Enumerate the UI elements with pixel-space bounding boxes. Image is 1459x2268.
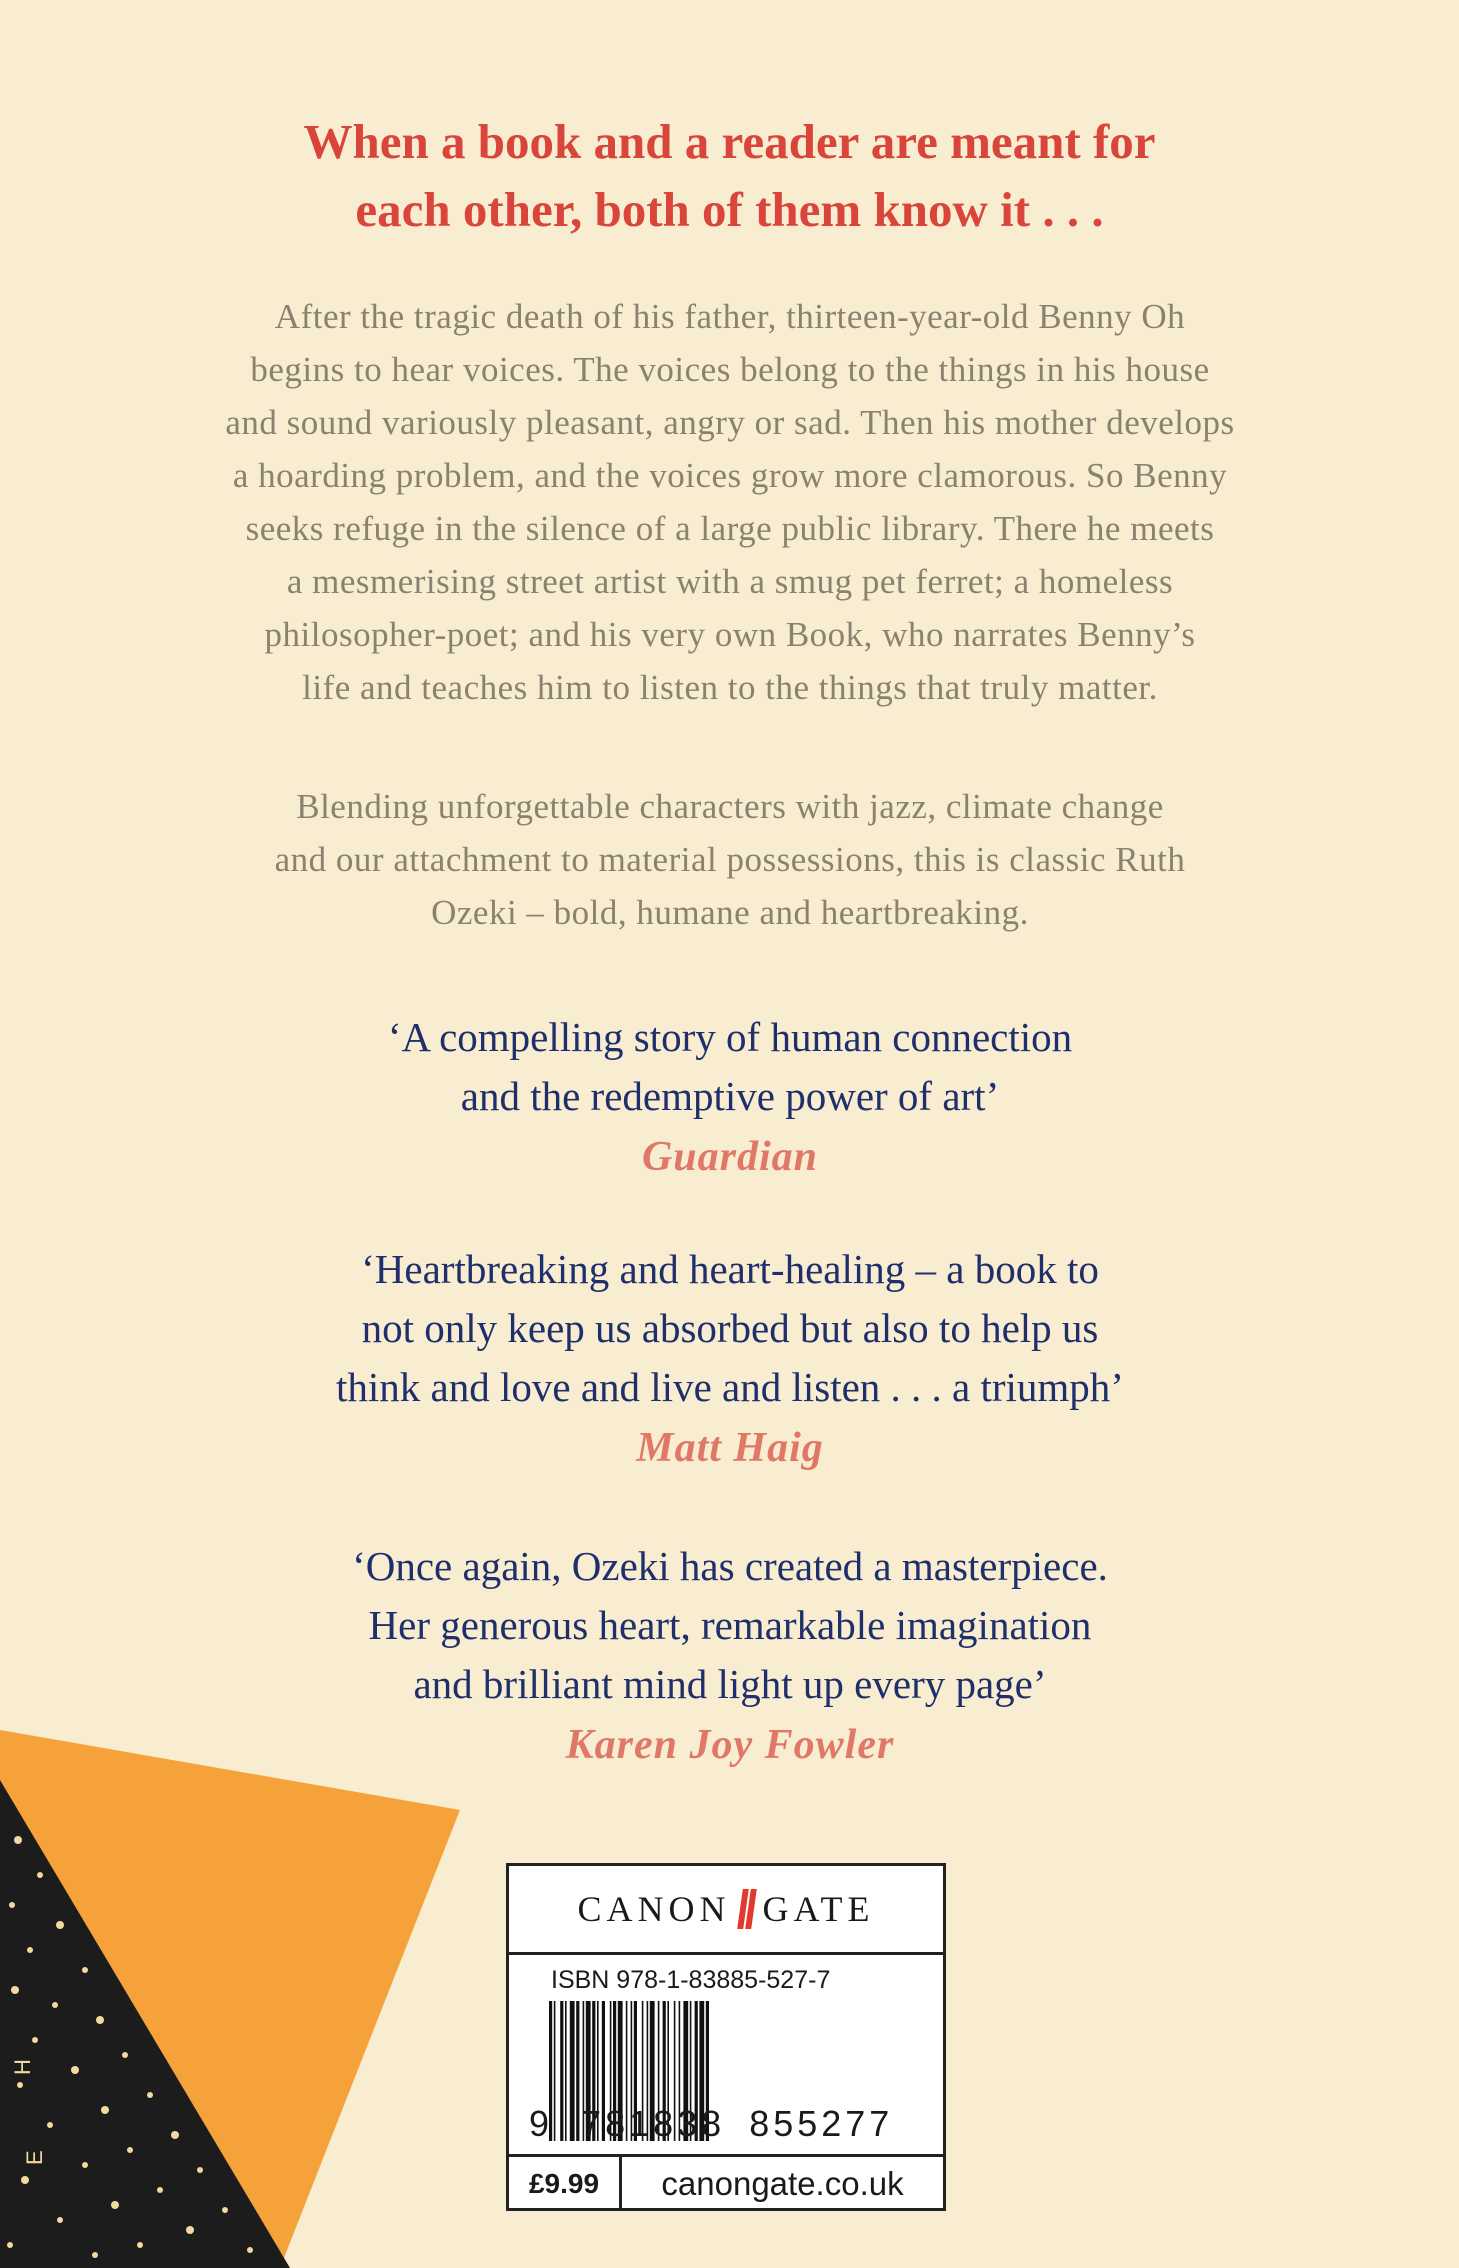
blurb-line: and our attachment to material possessions, this is classic Ruth: [274, 840, 1186, 879]
tagline-line: each other, both of them know it . . .: [355, 182, 1104, 237]
ean-first-digit: 9: [529, 2103, 554, 2144]
blurb-line: seeks refuge in the silence of a large public library. There he meets: [245, 509, 1215, 548]
quote-attribution: Guardian: [641, 1134, 819, 1180]
isbn-number: ISBN 978-1-83885-527-7: [551, 1966, 831, 1994]
quote-line: and brilliant mind light up every page’: [413, 1661, 1047, 1707]
quote-line: and the redemptive power of art’: [460, 1073, 1000, 1119]
blurb-line: a hoarding problem, and the voices grow more clamorous. So Benny: [232, 456, 1228, 495]
quote-line: ‘Once again, Ozeki has created a masterpiece.: [352, 1543, 1108, 1589]
blurb-line: After the tragic death of his father, thirteen-year-old Benny Oh: [274, 297, 1186, 336]
review-quote: [100, 1008, 1360, 1188]
corner-letter: H: [10, 2059, 35, 2075]
price-row: [509, 2154, 943, 2211]
quote-line: ‘Heartbreaking and heart-healing – a book to: [361, 1246, 1099, 1292]
quote-line: Her generous heart, remarkable imagination: [368, 1602, 1092, 1648]
blurb-line: begins to hear voices. The voices belong to the things in his house: [250, 350, 1210, 389]
quote-line: not only keep us absorbed but also to help us: [361, 1305, 1099, 1351]
publisher-name-left: CANON: [577, 1889, 731, 1929]
corner-artwork: [0, 1700, 480, 2268]
quote-attribution: Matt Haig: [636, 1425, 824, 1471]
blurb-line: philosopher-poet; and his very own Book, who narrates Benny’s: [264, 615, 1196, 654]
blurb-line: life and teaches him to listen to the things that truly matter.: [302, 668, 1158, 707]
tagline-line: When a book and a reader are meant for: [303, 114, 1156, 169]
blurb-line: Ozeki – bold, humane and heartbreaking.: [431, 893, 1029, 932]
publisher-website: canongate.co.uk: [661, 2165, 904, 2202]
tagline: [0, 108, 1459, 244]
publisher-name-right: GATE: [762, 1889, 875, 1929]
canongate-logo-icon: [739, 1889, 755, 1929]
ean-group-1: 781838: [581, 2103, 726, 2144]
quote-line: ‘A compelling story of human connection: [387, 1014, 1073, 1060]
blurb-line: and sound variously pleasant, angry or sad. Then his mother develops: [225, 403, 1235, 442]
blurb-line: a mesmerising street artist with a smug pet ferret; a homeless: [286, 562, 1174, 601]
publisher-logo: [509, 1866, 943, 1955]
ean-group-2: 855277: [749, 2103, 894, 2144]
review-quote: [100, 1240, 1360, 1479]
ean-digits: [529, 2103, 929, 2145]
quote-line: think and love and live and listen . . . a triumph’: [336, 1364, 1124, 1410]
corner-letter: E: [22, 2150, 47, 2165]
blurb-paragraph: [95, 780, 1365, 939]
price: £9.99: [509, 2157, 622, 2211]
blurb-line: Blending unforgettable characters with jazz, climate change: [296, 787, 1164, 826]
blurb-paragraph: [95, 290, 1365, 714]
barcode-panel: [506, 1863, 946, 2211]
quote-attribution: Karen Joy Fowler: [565, 1722, 895, 1768]
